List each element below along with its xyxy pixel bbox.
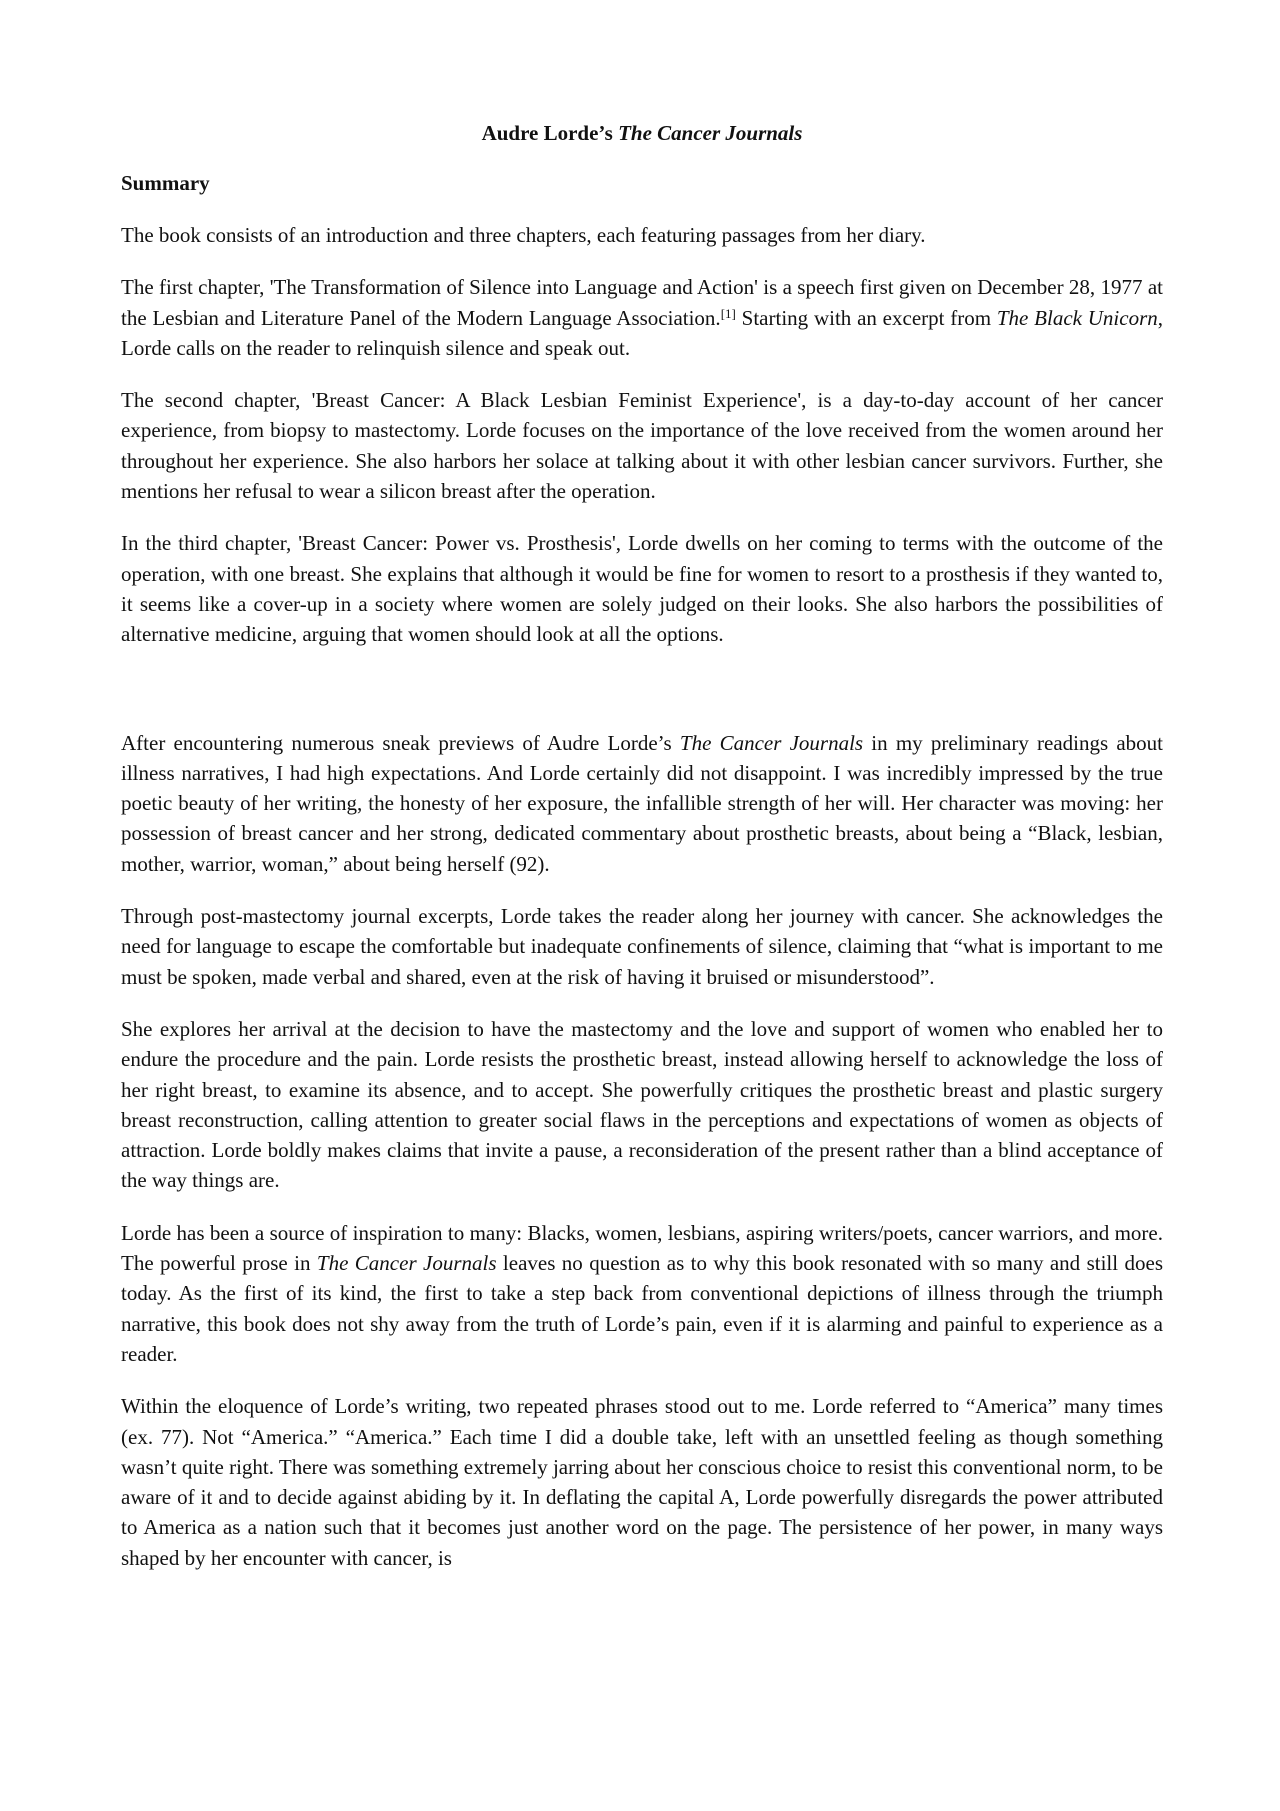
text-run: The first chapter, 'The Transformation of Silence into Language and Action' is a speech first given on December 28, 1977 at the Lesbian and Literature Panel of the Modern Language Association. [121, 275, 1163, 330]
text-run: leaves no question as to why this book resonated with so many and still does today. As the first of its kind, the first to take a step back from conventional depictions of illness through the triumph narrative, this book does not shy away from the truth of Lorde’s pain, even if it is alarming and painful to experience as a reader. [121, 1251, 1163, 1366]
essay-paragraph-1 [121, 728, 1163, 879]
summary-paragraph-3 [121, 385, 1163, 506]
text-run: Lorde has been a source of inspiration to many: Blacks, women, lesbians, aspiring writers/poets, cancer warriors, and more. The powerful prose in [121, 1220, 1163, 1276]
essay-paragraph-3 [121, 1014, 1163, 1196]
text-run: Within the eloquence of Lorde’s writing, two repeated phrases stood out to me. Lorde referred to “America” many times (ex. 77). Not “America.” “America.” Each time I did a double take, left with an unsettled feeling as though something wasn’t quite right. There was something extremely jarring about her conscious choice to resist this conventional norm, to be aware of it and to decide against abiding by it. In deflating the capital A, Lorde powerfully disregards the power attributed to America as a nation such that it becomes just another word on the page. The persistence of her power, in many ways shaped by her encounter with cancer, is [121, 1394, 1163, 1570]
summary-paragraph-4 [121, 528, 1163, 649]
summary-paragraph-1 [121, 220, 1163, 250]
title-author: Audre Lorde’s [481, 121, 613, 145]
text-run: in my preliminary readings about illness narratives, I had high expectations. And Lorde certainly did not disappoint. I was incredibly impressed by the true poetic beauty of her writing, the honesty of her exposure, the infallible strength of her will. Her character was moving: her possession of breast cancer and her strong, dedicated commentary about prosthetic breasts, about being a “Black, lesbian, mother, warrior, woman,” about being herself (92). [121, 730, 1164, 876]
document-page [121, 118, 1163, 1595]
footnote-reference[interactable]: [1] [720, 305, 736, 321]
essay-paragraph-5 [121, 1391, 1163, 1573]
essay-paragraph-2 [121, 901, 1163, 992]
text-run: Through post-mastectomy journal excerpts, Lorde takes the reader along her journey with cancer. She acknowledges the need for language to escape the comfortable but inadequate confinements of silence, claiming that “what is important to me must be spoken, made verbal and shared, even at the risk of having it bruised or misunderstood”. [121, 904, 1163, 989]
book-title-italic: The Cancer Journals [316, 1251, 497, 1276]
text-run: , Lorde calls on the reader to relinquish silence and speak out. [121, 305, 1164, 360]
book-title-italic: The Cancer Journals [679, 730, 864, 755]
essay-paragraph-4 [121, 1218, 1163, 1369]
text-run: After encountering numerous sneak previews of Audre Lorde’s [121, 730, 680, 755]
text-run: The book consists of an introduction and three chapters, each featuring passages from her diary. [121, 223, 926, 247]
title-book: The Cancer Journals [618, 121, 803, 145]
text-run: She explores her arrival at the decision to have the mastectomy and the love and support of women who enabled her to endure the procedure and the pain. Lorde resists the prosthetic breast, instead allowing herself to acknowledge the loss of her right breast, to examine its absence, and to accept. She powerfully critiques the prosthetic breast and plastic surgery breast reconstruction, calling attention to greater social flaws in the perceptions and expectations of women as objects of attraction. Lorde boldly makes claims that invite a pause, a reconsideration of the present rather than a blind acceptance of the way things are. [121, 1016, 1163, 1193]
summary-paragraph-2 [121, 272, 1163, 363]
summary-heading: Summary [121, 171, 210, 195]
book-title-italic: The Black Unicorn [996, 305, 1158, 330]
text-run: In the third chapter, 'Breast Cancer: Power vs. Prosthesis', Lorde dwells on her coming to terms with the outcome of the operation, with one breast. She explains that although it would be fine for women to resort to a prosthesis if they wanted to, it seems like a cover-up in a society where women are solely judged on their looks. She also harbors the possibilities of alternative medicine, arguing that women should look at all the options. [121, 531, 1163, 647]
text-run: Starting with an excerpt from [735, 305, 997, 330]
document-title [121, 118, 1163, 148]
text-run: The second chapter, 'Breast Cancer: A Black Lesbian Feminist Experience', is a day-to-day account of her cancer experience, from biopsy to mastectomy. Lorde focuses on the importance of the love received from the women around her throughout her experience. She also harbors her solace at talking about it with other lesbian cancer survivors. Further, she mentions her refusal to wear a silicon breast after the operation. [121, 388, 1163, 504]
